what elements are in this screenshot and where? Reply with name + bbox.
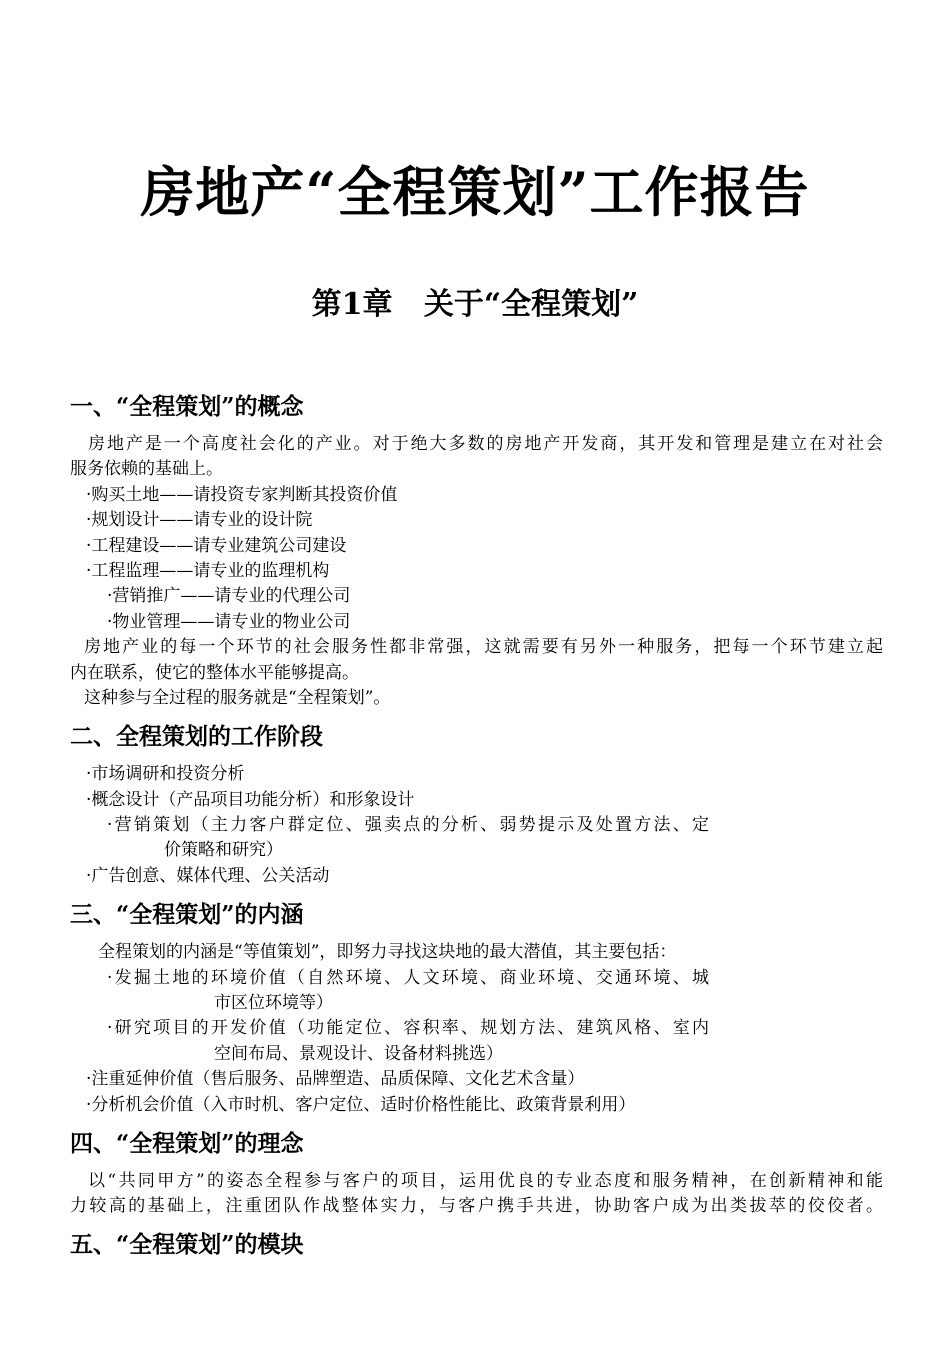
list-item: ·营销推广——请专业的代理公司 (107, 586, 351, 606)
list-item-continuation: 市区位环境等） (214, 993, 333, 1013)
section-1-paragraph-1-line-1: 房地产是一个高度社会化的产业。对于绝大多数的房地产开发商，其开发和管理是建立在对社会 (88, 434, 883, 454)
list-item: ·广告创意、媒体代理、公关活动 (86, 866, 330, 886)
list-item: ·市场调研和投资分析 (86, 764, 245, 784)
section-5-heading: 五、“全程策划”的模块 (70, 1231, 304, 1258)
section-2-heading: 二、全程策划的工作阶段 (70, 723, 323, 750)
section-3-intro: 全程策划的内涵是“等值策划”，即努力寻找这块地的最大潜值，其主要包括： (98, 942, 677, 962)
list-item: ·营销策划（主力客户群定位、强卖点的分析、弱势提示及处置方法、定 (107, 815, 709, 835)
list-item: ·购买土地——请投资专家判断其投资价值 (86, 485, 398, 505)
section-1-paragraph-1-line-2: 服务依赖的基础上。 (70, 459, 223, 479)
list-item: ·研究项目的开发价值（功能定位、容积率、规划方法、建筑风格、室内 (107, 1018, 709, 1038)
list-item: ·概念设计（产品项目功能分析）和形象设计 (86, 790, 415, 810)
document-title: 房地产“全程策划”工作报告 (140, 160, 810, 224)
list-item-continuation: 价策略和研究） (164, 840, 283, 860)
chapter-heading: 第1章 关于“全程策划” (311, 287, 639, 322)
list-item: ·规划设计——请专业的设计院 (86, 510, 313, 530)
section-1-paragraph-2-line-1: 房地产业的每一个环节的社会服务性都非常强，这就需要有另外一种服务，把每一个环节建立起 (84, 637, 883, 657)
section-4-heading: 四、“全程策划”的理念 (70, 1130, 304, 1157)
section-1-heading: 一、“全程策划”的概念 (70, 393, 304, 420)
list-item: ·工程建设——请专业建筑公司建设 (86, 536, 347, 556)
list-item-continuation: 空间布局、景观设计、设备材料挑选） (214, 1044, 503, 1064)
list-item: ·工程监理——请专业的监理机构 (86, 561, 330, 581)
section-1-paragraph-3: 这种参与全过程的服务就是“全程策划”。 (84, 688, 391, 708)
section-4-paragraph-line-1: 以“共同甲方”的姿态全程参与客户的项目，运用优良的专业态度和服务精神，在创新精神和能 (88, 1171, 883, 1191)
list-item: ·注重延伸价值（售后服务、品牌塑造、品质保障、文化艺术含量） (86, 1069, 585, 1089)
section-4-paragraph-line-2: 力较高的基础上，注重团队作战整体实力，与客户携手共进，协助客户成为出类拔萃的佼佼者。 (70, 1196, 883, 1216)
section-1-paragraph-2-line-2: 内在联系，使它的整体水平能够提高。 (70, 663, 359, 683)
list-item: ·分析机会价值（入市时机、客户定位、适时价格性能比、政策背景利用） (86, 1095, 636, 1115)
section-3-heading: 三、“全程策划”的内涵 (70, 901, 304, 928)
list-item: ·物业管理——请专业的物业公司 (107, 612, 351, 632)
list-item: ·发掘土地的环境价值（自然环境、人文环境、商业环境、交通环境、城 (107, 968, 709, 988)
